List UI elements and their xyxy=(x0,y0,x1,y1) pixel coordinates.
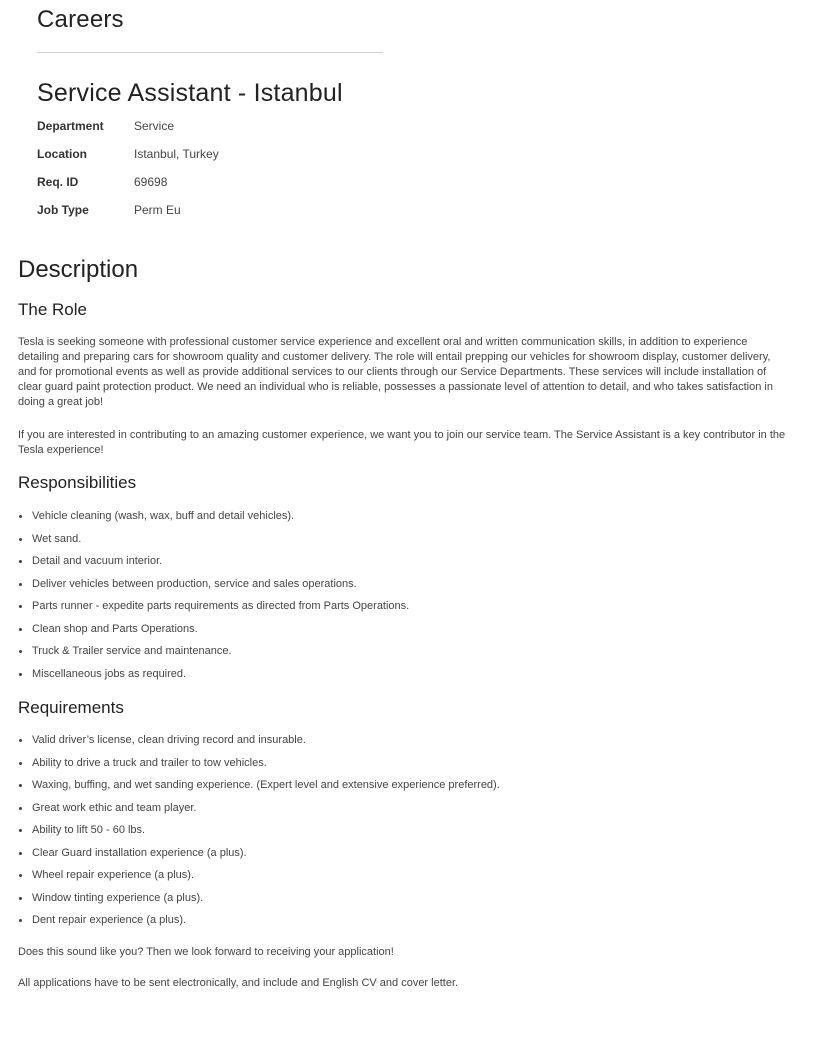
detail-value: Perm Eu xyxy=(134,203,181,217)
list-item-text: Waxing, buffing, and wet sanding experience. (Expert level and extensive experience preferred). xyxy=(32,779,500,791)
bullet-icon xyxy=(19,874,22,877)
list-item xyxy=(18,846,500,869)
list-item xyxy=(18,667,409,690)
requirements-list xyxy=(18,733,500,936)
list-item xyxy=(18,801,500,824)
bullet-icon xyxy=(19,829,22,832)
bullet-icon xyxy=(19,560,22,563)
job-title: Service Assistant - Istanbul xyxy=(37,79,343,107)
bullet-icon xyxy=(19,605,22,608)
description-heading: Description xyxy=(18,256,139,283)
detail-row-department xyxy=(37,118,219,146)
header-divider xyxy=(37,52,383,53)
detail-value: Service xyxy=(134,119,175,133)
list-item xyxy=(18,868,500,891)
list-item-text: Ability to drive a truck and trailer to tow vehicles. xyxy=(32,756,267,769)
detail-value: Istanbul, Turkey xyxy=(134,147,219,161)
list-item xyxy=(18,891,500,914)
bullet-icon xyxy=(19,538,22,541)
role-heading: The Role xyxy=(18,300,87,319)
closing-text: Does this sound like you? Then we look forward to receiving your application! xyxy=(18,946,394,958)
bullet-icon xyxy=(19,807,22,810)
detail-row-req-id xyxy=(37,174,219,202)
bullet-icon xyxy=(19,897,22,900)
list-item xyxy=(18,532,409,555)
responsibilities-heading: Responsibilities xyxy=(18,473,137,492)
bullet-icon xyxy=(19,650,22,653)
list-item-text: Dent repair experience (a plus). xyxy=(32,914,187,926)
responsibilities-list xyxy=(18,509,409,689)
bullet-icon xyxy=(19,515,22,518)
detail-label: Department xyxy=(37,119,104,133)
list-item xyxy=(18,823,500,846)
bullet-icon xyxy=(19,628,22,631)
list-item xyxy=(18,644,409,667)
bullet-icon xyxy=(19,739,22,742)
page-title: Careers xyxy=(37,6,124,33)
list-item-text: Vehicle cleaning (wash, wax, buff and detail vehicles). xyxy=(32,510,295,522)
list-item xyxy=(18,913,500,936)
detail-label: Location xyxy=(37,147,87,161)
list-item-text: Detail and vacuum interior. xyxy=(32,555,163,567)
list-item-text: Clean shop and Parts Operations. xyxy=(32,622,198,635)
list-item xyxy=(18,509,409,532)
list-item-text: Great work ethic and team player. xyxy=(32,801,197,814)
list-item-text: Parts runner - expedite parts requirements as directed from Parts Operations. xyxy=(32,600,410,612)
role-paragraph: Tesla is seeking someone with professional customer service experience and excellent oral and written communication skills, in addition to experience detailing and preparing cars for showroom quality and customer delivery. The role will entail prepping our vehicles for showroom display, customer delivery, and for promotional events as well as provide additional services to our clients through our Service Departments. These services will include installation of clear guard paint protection product. We need an individual who is reliable, possesses a passionate level of attention to detail, and who takes satisfaction in doing a great job! xyxy=(18,336,773,408)
job-details xyxy=(37,118,219,230)
list-item xyxy=(18,599,409,622)
detail-label: Job Type xyxy=(37,203,89,217)
detail-label: Req. ID xyxy=(37,175,79,189)
bullet-icon xyxy=(19,762,22,765)
list-item-text: Miscellaneous jobs as required. xyxy=(32,667,187,680)
bullet-icon xyxy=(19,919,22,922)
application-note: All applications have to be sent electronically, and include and English CV and cover letter. xyxy=(18,977,459,989)
list-item-text: Truck & Trailer service and maintenance. xyxy=(32,645,232,657)
list-item xyxy=(18,622,409,645)
list-item xyxy=(18,577,409,600)
role-paragraph: If you are interested in contributing to an amazing customer experience, we want you to join our service team. The Service Assistant is a key contributor in the Tesla experience! xyxy=(18,429,786,456)
list-item xyxy=(18,756,500,779)
requirements-heading: Requirements xyxy=(18,698,124,717)
list-item xyxy=(18,554,409,577)
list-item-text: Window tinting experience (a plus). xyxy=(32,891,204,904)
bullet-icon xyxy=(19,852,22,855)
list-item xyxy=(18,778,500,801)
bullet-icon xyxy=(19,673,22,676)
list-item-text: Ability to lift 50 - 60 lbs. xyxy=(32,824,146,836)
bullet-icon xyxy=(19,583,22,586)
list-item-text: Valid driver’s license, clean driving record and insurable. xyxy=(32,734,306,746)
detail-row-location xyxy=(37,146,219,174)
list-item-text: Wheel repair experience (a plus). xyxy=(32,869,195,881)
list-item-text: Clear Guard installation experience (a plus). xyxy=(32,846,247,859)
list-item-text: Wet sand. xyxy=(32,532,82,545)
detail-value: 69698 xyxy=(134,175,168,189)
detail-row-job-type xyxy=(37,202,219,230)
list-item xyxy=(18,733,500,756)
bullet-icon xyxy=(19,784,22,787)
list-item-text: Deliver vehicles between production, service and sales operations. xyxy=(32,577,357,590)
